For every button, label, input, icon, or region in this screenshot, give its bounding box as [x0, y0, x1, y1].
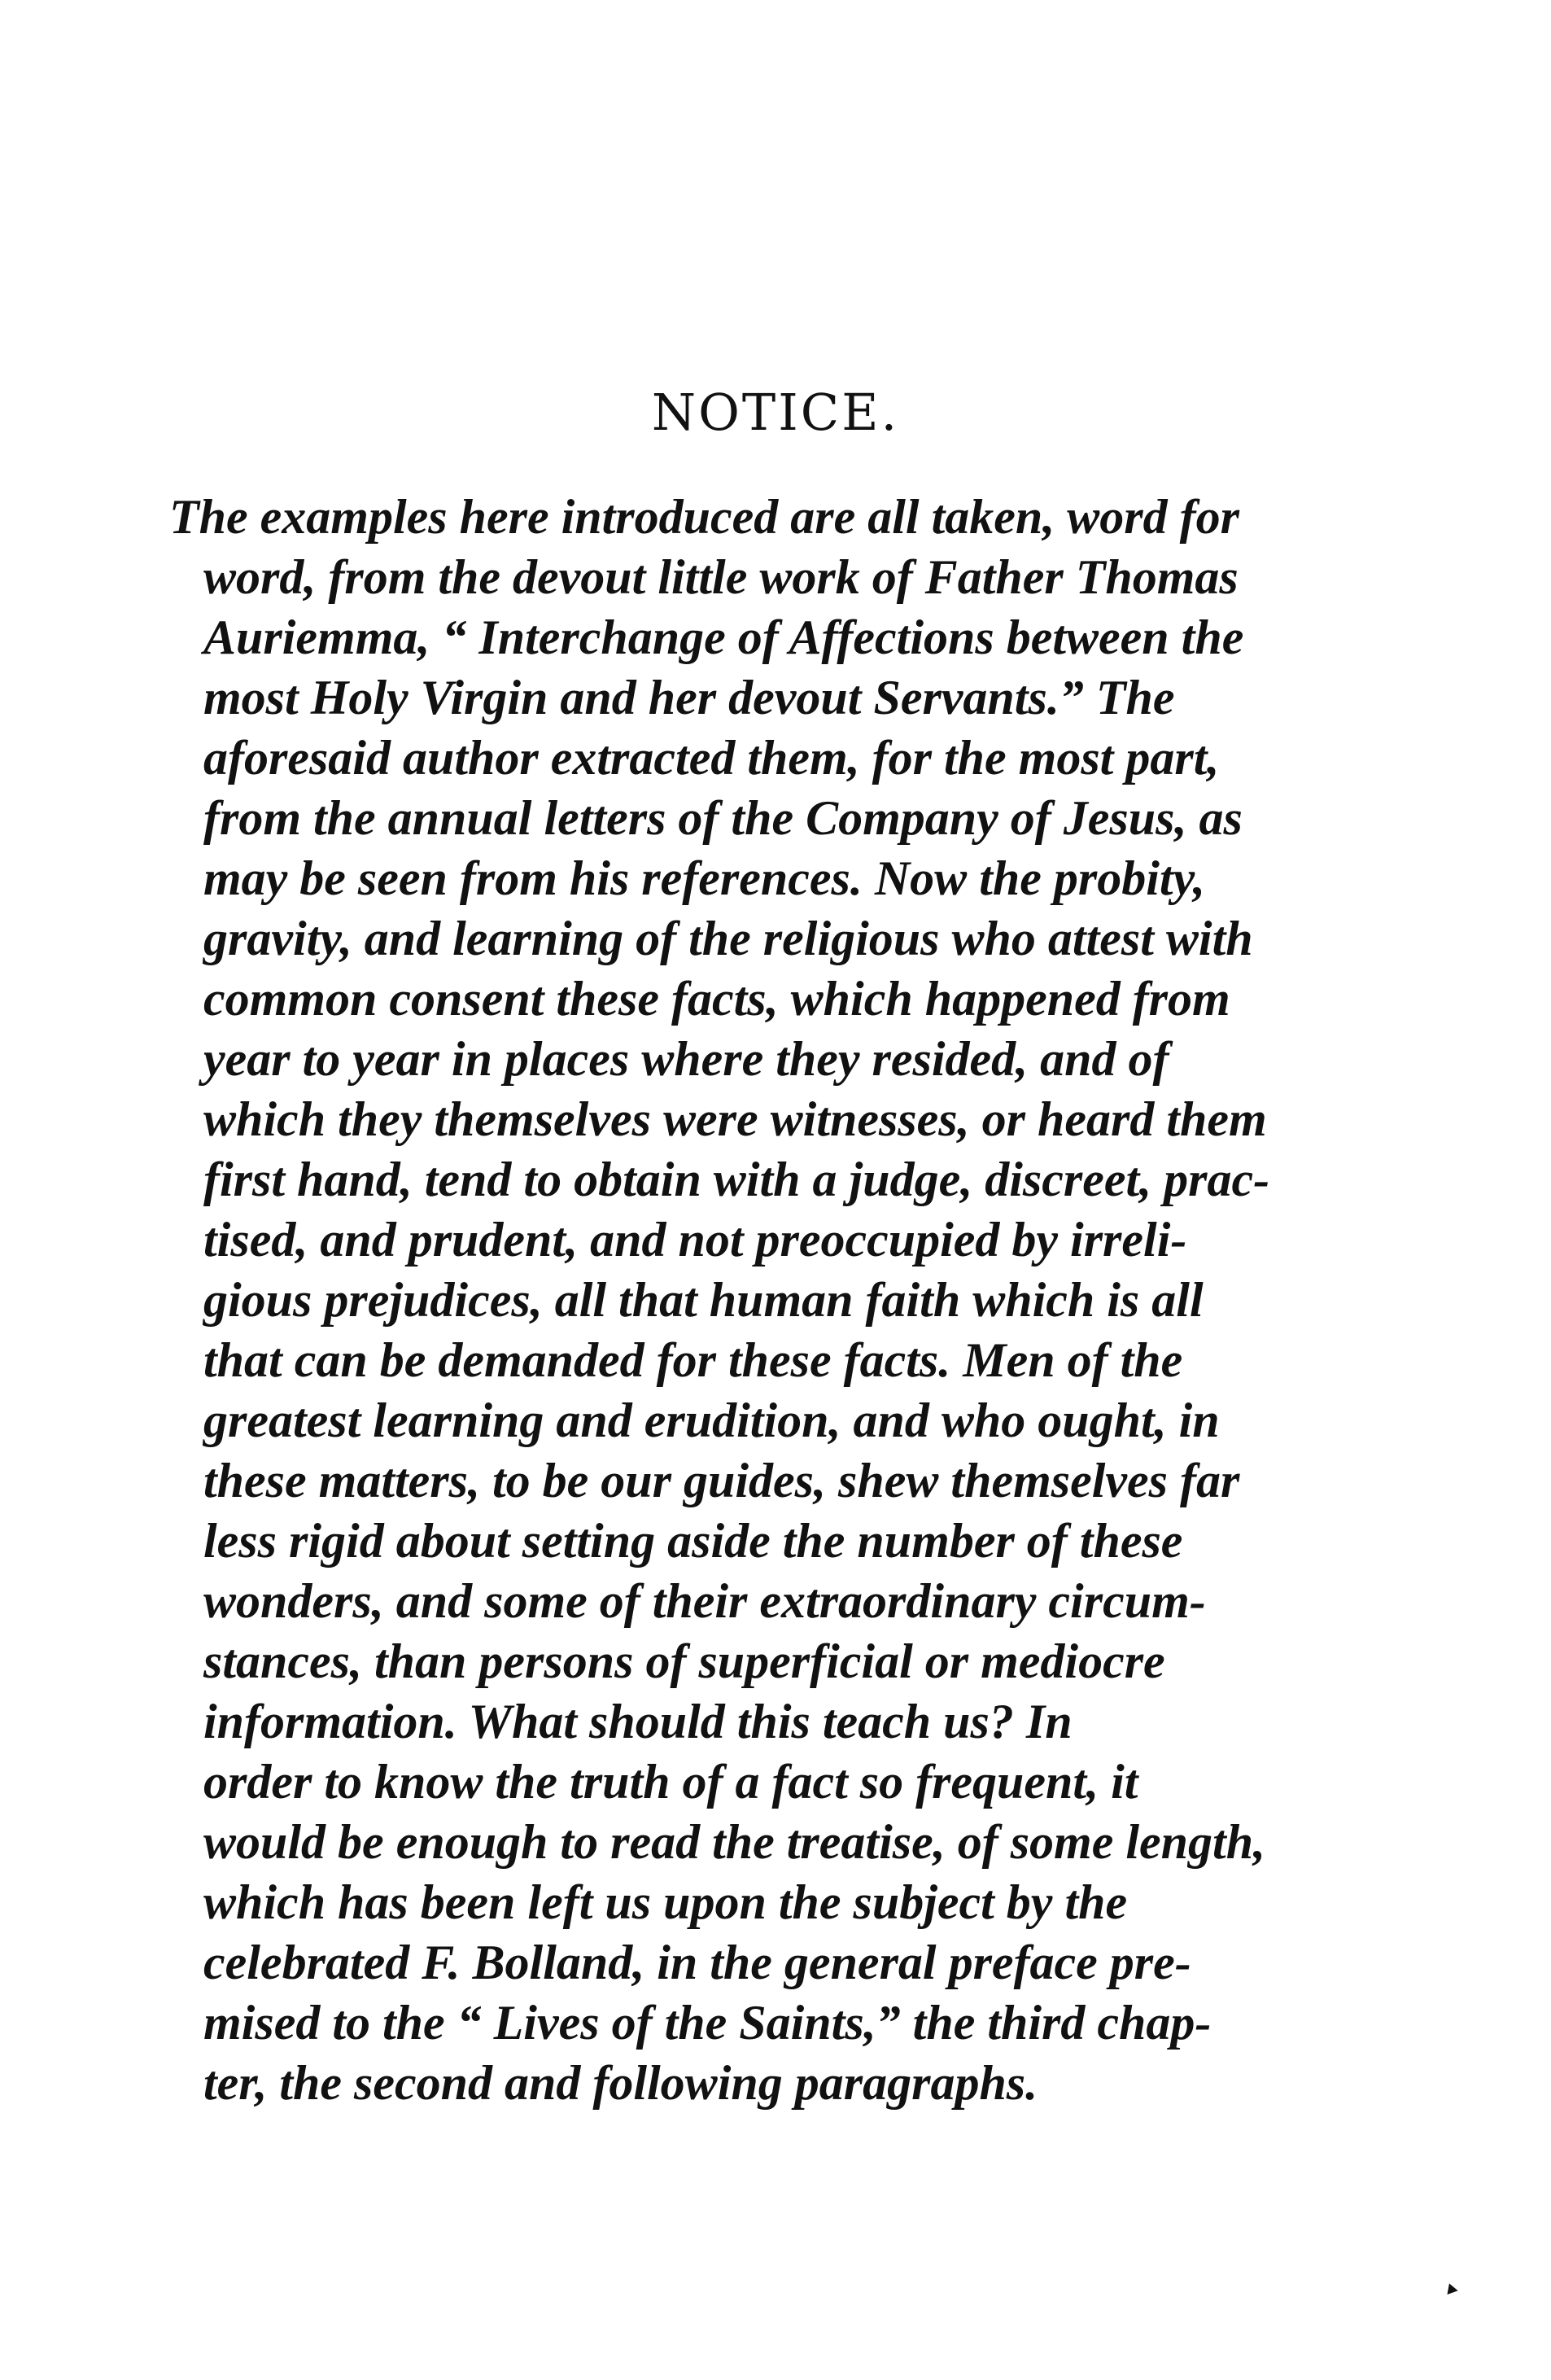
paragraph-line: tised, and prudent, and not preoccupied by irreli- [203, 1213, 1187, 1267]
paragraph-line: Auriemma, “ Interchange of Affections between the [203, 610, 1244, 664]
notice-paragraph [169, 487, 1309, 2113]
paragraph-line: aforesaid author extracted them, for the most part, [203, 731, 1220, 785]
paragraph-line: order to know the truth of a fact so frequent, it [203, 1755, 1138, 1809]
paragraph-line: that can be demanded for these facts. Men of the [203, 1333, 1183, 1387]
paragraph-line: information. What should this teach us? In [203, 1695, 1073, 1748]
paragraph-line: common consent these facts, which happened from [203, 972, 1230, 1026]
paragraph-line: first hand, tend to obtain with a judge, discreet, prac- [203, 1153, 1270, 1206]
paragraph-line: mised to the “ Lives of the Saints,” the third chap- [203, 1996, 1212, 2050]
paragraph-line: these matters, to be our guides, shew themselves far [203, 1454, 1240, 1507]
paragraph-line: The examples here introduced are all taken, word for [169, 490, 1239, 544]
paragraph-line: ter, the second and following paragraphs. [203, 2056, 1038, 2110]
paragraph-line: may be seen from his references. Now the probity, [203, 851, 1205, 905]
paragraph-line: year to year in places where they resided, and of [203, 1032, 1169, 1086]
paragraph-line: most Holy Virgin and her devout Servants.” The [203, 671, 1175, 724]
page-heading: NOTICE. [651, 383, 900, 442]
printer-mark [1444, 2282, 1457, 2295]
paragraph-line: which they themselves were witnesses, or heard them [203, 1092, 1267, 1146]
paragraph-line: greatest learning and erudition, and who ought, in [203, 1393, 1220, 1447]
paragraph-line: less rigid about setting aside the number of these [203, 1514, 1183, 1568]
paragraph-line: would be enough to read the treatise, of some length, [203, 1815, 1266, 1869]
paragraph-line: which has been left us upon the subject by the [203, 1875, 1128, 1929]
paragraph-line: word, from the devout little work of Father Thomas [203, 550, 1239, 604]
paragraph-line: stances, than persons of superficial or mediocre [203, 1634, 1165, 1688]
paragraph-line: celebrated F. Bolland, in the general preface pre- [203, 1936, 1191, 1989]
paragraph-line: gravity, and learning of the religious who attest with [203, 912, 1253, 965]
paragraph-line: wonders, and some of their extraordinary circum- [203, 1574, 1206, 1628]
paragraph-line: from the annual letters of the Company of Jesus, as [203, 791, 1243, 845]
paragraph-line: gious prejudices, all that human faith which is all [203, 1273, 1204, 1327]
